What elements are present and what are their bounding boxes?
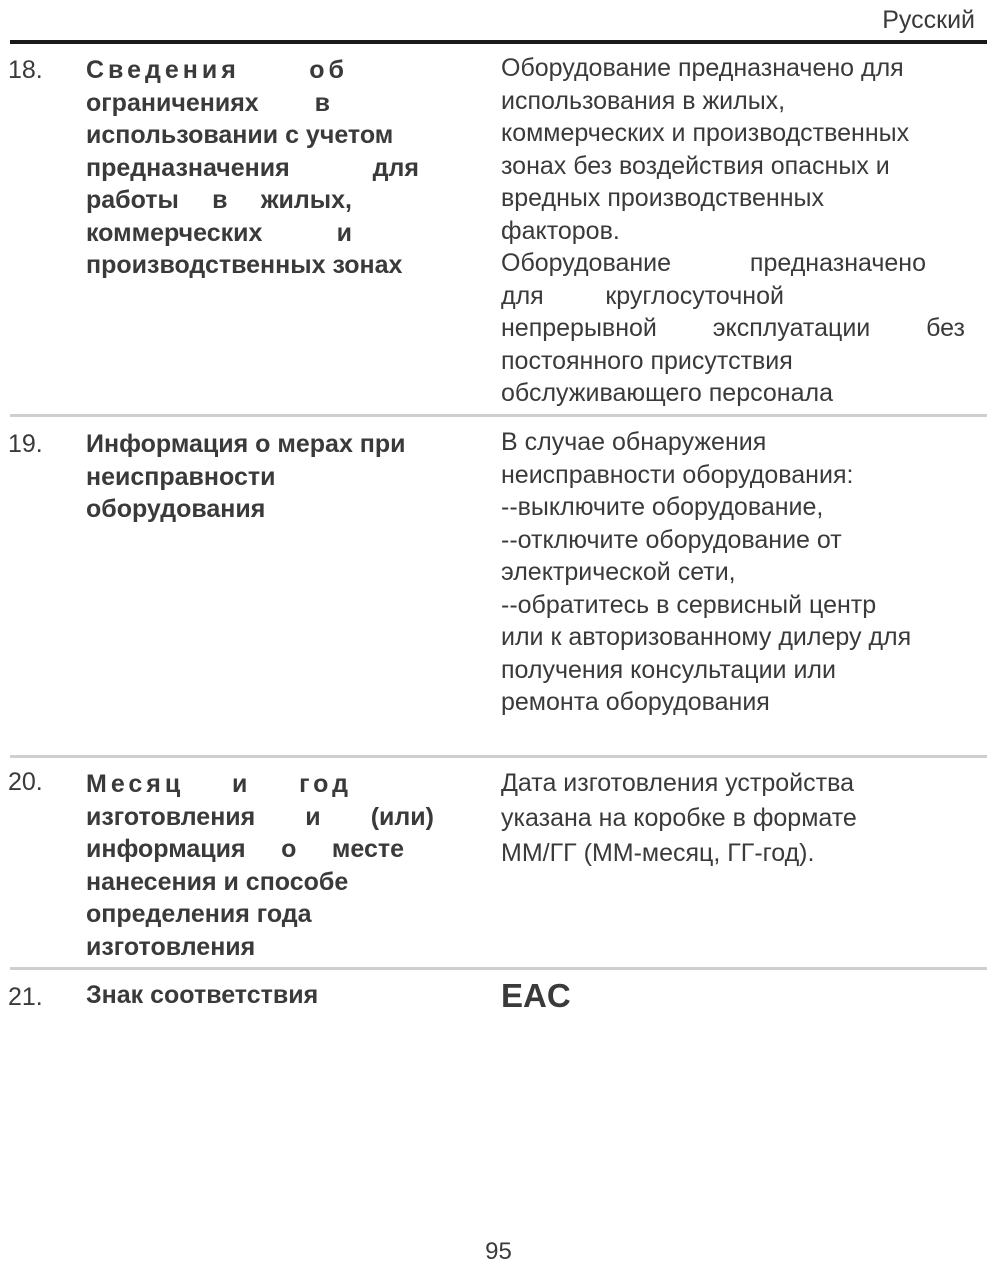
description-line: для круглосуточной bbox=[501, 281, 784, 310]
title-line: определения года bbox=[86, 900, 312, 928]
title-line: Информация о мерах при bbox=[86, 430, 406, 458]
description-line: электрической сети, bbox=[501, 558, 736, 586]
eac-conformity-mark: EAC bbox=[501, 977, 571, 1014]
description-line: непрерывной эксплуатации без bbox=[501, 314, 965, 342]
row-number: 20. bbox=[8, 768, 43, 796]
description-line: В случае обнаружения bbox=[501, 428, 767, 456]
row-number: 19. bbox=[8, 430, 43, 458]
title-line: Знак соответствия bbox=[86, 981, 319, 1009]
description-line: факторов. bbox=[501, 216, 620, 245]
page-number: 95 bbox=[485, 1238, 512, 1265]
row-description bbox=[501, 766, 965, 871]
title-line: Месяц и год bbox=[86, 770, 352, 798]
title-line: использовании с учетом bbox=[86, 121, 394, 149]
description-line: коммерческих и производственных bbox=[501, 119, 910, 147]
row-title bbox=[86, 54, 456, 282]
title-line: Сведения об bbox=[86, 56, 348, 84]
description-line: --выключите оборудование, bbox=[501, 493, 824, 521]
title-line: неисправности bbox=[86, 462, 276, 491]
title-line: оборудования bbox=[86, 495, 266, 523]
title-line: изготовления bbox=[86, 932, 256, 961]
title-line: предназначения для bbox=[86, 153, 419, 182]
description-line: постоянного присутствия bbox=[501, 346, 793, 375]
row-number: 21. bbox=[8, 983, 43, 1011]
row-divider bbox=[10, 414, 987, 417]
description-line: зонах без воздействия опасных и bbox=[501, 151, 890, 180]
row-divider bbox=[10, 967, 987, 970]
description-line: неисправности оборудования: bbox=[501, 460, 854, 489]
description-line: ММ/ГГ (ММ-месяц, ГГ-год). bbox=[501, 839, 815, 867]
description-line: использования в жилых, bbox=[501, 86, 786, 115]
description-line: получения консультации или bbox=[501, 655, 836, 684]
title-line: нанесения и способе bbox=[86, 867, 349, 896]
title-line: изготовления и (или) bbox=[86, 802, 434, 831]
title-line: ограничениях в bbox=[86, 88, 330, 117]
row-description bbox=[501, 52, 965, 410]
description-line: ремонта оборудования bbox=[501, 688, 770, 716]
row-title bbox=[86, 979, 456, 1012]
description-line: вредных производственных bbox=[501, 184, 824, 212]
description-line: или к авторизованному дилеру для bbox=[501, 623, 912, 651]
description-line: указана на коробке в формате bbox=[501, 804, 857, 832]
title-line: информация о месте bbox=[86, 835, 404, 863]
title-line: работы в жилых, bbox=[86, 186, 352, 214]
description-line: обслуживающего персонала bbox=[501, 379, 833, 407]
row-description bbox=[501, 426, 965, 719]
description-line: Дата изготовления устройства bbox=[501, 769, 854, 797]
header-rule bbox=[10, 40, 987, 44]
description-line: Оборудование предназначено для bbox=[501, 54, 904, 82]
language-label: Русский bbox=[882, 6, 975, 34]
row-title bbox=[86, 428, 456, 526]
title-line: производственных зонах bbox=[86, 251, 403, 279]
description-line: Оборудование предназначено bbox=[501, 249, 926, 277]
row-title bbox=[86, 768, 456, 963]
title-line: коммерческих и bbox=[86, 218, 352, 247]
description-line: --обратитесь в сервисный центр bbox=[501, 590, 877, 619]
row-number: 18. bbox=[8, 56, 43, 84]
description-line: --отключите оборудование от bbox=[501, 525, 842, 554]
row-divider bbox=[10, 755, 987, 758]
